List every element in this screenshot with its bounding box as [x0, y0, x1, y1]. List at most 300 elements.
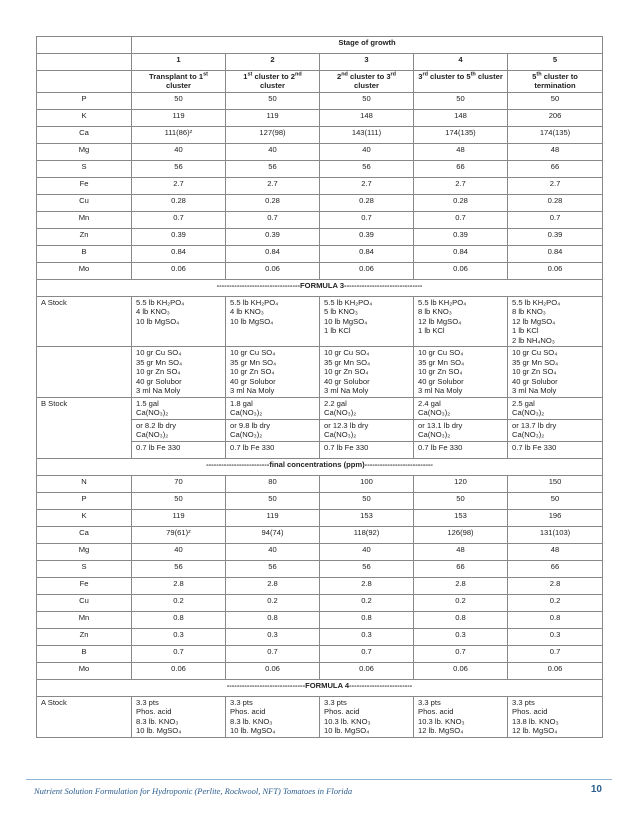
b-stock-gal — [414, 397, 508, 419]
a-stock-salts — [508, 696, 603, 737]
concentration-value: 50 — [226, 492, 320, 509]
concentration-value: 0.06 — [508, 662, 603, 679]
element-label: K — [37, 509, 132, 526]
cell-line: 35 gr Mn SO₄ — [136, 357, 183, 367]
stage-name-part: cluster — [166, 81, 191, 91]
footer-title: Nutrient Solution Formulation for Hydroponic (Perlite, Rockwool, NFT) Tomatoes in Florida — [34, 786, 353, 796]
stage-number: 4 — [414, 54, 508, 71]
element-label: Mg — [37, 143, 132, 160]
concentration-value: 0.06 — [414, 662, 508, 679]
concentration-value: 119 — [226, 109, 320, 126]
concentration-value: 0.84 — [320, 245, 414, 262]
ordinal-suffix: st — [247, 71, 253, 78]
concentration-value: 0.06 — [508, 262, 603, 279]
element-label: B — [37, 645, 132, 662]
stage-name-part: cluster — [475, 72, 503, 81]
b-stock-label: B Stock — [37, 397, 132, 458]
concentration-value: 70 — [132, 475, 226, 492]
cell-line: 3 ml Na Moly — [324, 386, 369, 396]
b-stock-dry — [226, 419, 320, 441]
concentration-value: 0.8 — [226, 611, 320, 628]
element-label: Cu — [37, 194, 132, 211]
concentration-value: 56 — [226, 160, 320, 177]
gal-amount: 1.8 gal — [230, 398, 253, 408]
concentration-value: 0.84 — [414, 245, 508, 262]
concentration-value: 0.28 — [226, 194, 320, 211]
element-label: Mg — [37, 543, 132, 560]
concentration-value: 148 — [414, 109, 508, 126]
cell-line: 8.3 lb. KNO₃ — [230, 716, 273, 726]
stage-number: 2 — [226, 54, 320, 71]
concentration-value: 40 — [132, 543, 226, 560]
cell-line: 40 gr Solubor — [512, 376, 558, 386]
concentration-value: 0.06 — [132, 662, 226, 679]
cell-line: 3 ml Na Moly — [418, 386, 463, 396]
ordinal-suffix: nd — [341, 71, 348, 78]
concentration-value: 0.8 — [132, 611, 226, 628]
cell-line: 3 ml Na Moly — [136, 386, 181, 396]
concentration-value: 0.7 — [508, 645, 603, 662]
concentration-value: 0.06 — [320, 662, 414, 679]
concentration-value: 100 — [320, 475, 414, 492]
calcium-nitrate: Ca(NO₃)₂ — [418, 408, 451, 418]
cell-line: 10 gr Cu SO₄ — [512, 348, 558, 358]
cell-line: 4 lb KNO₃ — [230, 307, 264, 317]
dry-amount: or 8.2 lb dry — [136, 420, 177, 430]
concentration-value: 0.2 — [132, 594, 226, 611]
concentration-value: 0.7 — [132, 645, 226, 662]
stage-number-row — [37, 54, 603, 71]
element-label: S — [37, 560, 132, 577]
concentration-value: 119 — [132, 509, 226, 526]
b-stock-gal-row — [37, 397, 603, 419]
element-label: Mn — [37, 611, 132, 628]
a-stock-row — [37, 296, 603, 346]
concentration-value: 0.8 — [320, 611, 414, 628]
stage-element-row — [37, 109, 603, 126]
final-element-row — [37, 543, 603, 560]
cell-line: 1 lb KCl — [324, 326, 351, 336]
a-stock-label: A Stock — [37, 296, 132, 346]
element-label: N — [37, 475, 132, 492]
cell-line: Phos. acid — [136, 707, 172, 717]
stage-name-part: 2 — [336, 72, 342, 81]
concentration-value: 0.3 — [508, 628, 603, 645]
cell-line: 12 lb. MgSO₄ — [512, 726, 558, 736]
stage-name — [132, 71, 226, 93]
micronutrient-list — [508, 347, 603, 397]
stage-name-part: cluster to termination — [534, 72, 578, 91]
concentration-value: 48 — [508, 143, 603, 160]
cell-line: 4 lb KNO₃ — [136, 307, 170, 317]
cell-line: 5.5 lb KH₂PO₄ — [418, 297, 467, 307]
concentration-value: 2.7 — [320, 177, 414, 194]
concentration-value: 150 — [508, 475, 603, 492]
cell-line: 10 gr Zn SO₄ — [230, 367, 275, 377]
concentration-value: 2.8 — [508, 577, 603, 594]
concentration-value: 40 — [320, 543, 414, 560]
concentration-value: 148 — [320, 109, 414, 126]
concentration-value: 131(103) — [508, 526, 603, 543]
concentration-value: 2.8 — [320, 577, 414, 594]
final-element-row — [37, 662, 603, 679]
element-label: P — [37, 92, 132, 109]
stage-of-growth-heading: Stage of growth — [132, 37, 603, 54]
b-stock-gal — [508, 397, 603, 419]
concentration-value: 2.8 — [414, 577, 508, 594]
formula-4-banner-row — [37, 679, 603, 696]
concentration-value: 50 — [226, 92, 320, 109]
a-stock-label: A Stock — [37, 696, 132, 737]
stage-element-row — [37, 245, 603, 262]
cell-line: Phos. acid — [512, 707, 548, 717]
concentration-value: 50 — [414, 492, 508, 509]
final-element-row — [37, 594, 603, 611]
cell-line: 10 lb MgSO₄ — [324, 316, 368, 326]
cell-line: 35 gr Mn SO₄ — [324, 357, 371, 367]
dry-amount: or 9.8 lb dry — [230, 420, 271, 430]
concentration-value: 94(74) — [226, 526, 320, 543]
concentration-value: 0.2 — [226, 594, 320, 611]
cell-line: 10 gr Cu SO₄ — [324, 348, 370, 358]
calcium-nitrate: Ca(NO₃)₂ — [136, 408, 169, 418]
micronutrient-list — [132, 347, 226, 397]
concentration-value: 0.7 — [226, 645, 320, 662]
cell-line: 5.5 lb KH₂PO₄ — [512, 297, 561, 307]
stage-name-part: cluster to 2 — [252, 72, 295, 81]
cell-line: 35 gr Mn SO₄ — [418, 357, 465, 367]
concentration-value: 0.8 — [414, 611, 508, 628]
stage-name-part: cluster to 5 — [427, 72, 471, 81]
element-label: Zn — [37, 628, 132, 645]
concentration-value: 66 — [414, 560, 508, 577]
concentration-value: 0.39 — [132, 228, 226, 245]
footer-rule — [26, 779, 612, 780]
cell-line: 1 lb KCl — [418, 326, 445, 336]
concentration-value: 0.7 — [508, 211, 603, 228]
concentration-value: 48 — [508, 543, 603, 560]
concentration-value: 153 — [320, 509, 414, 526]
a-stock-salts — [414, 296, 508, 346]
concentration-value: 2.7 — [508, 177, 603, 194]
concentration-value: 66 — [508, 560, 603, 577]
a-stock-salts — [414, 696, 508, 737]
fe-amount: 0.7 lb Fe 330 — [226, 441, 320, 458]
element-label: S — [37, 160, 132, 177]
concentration-value: 0.7 — [320, 211, 414, 228]
concentration-value: 119 — [132, 109, 226, 126]
cell-line: 3.3 pts — [136, 697, 159, 707]
concentration-value: 174(135) — [508, 126, 603, 143]
cell-line: 10.3 lb. KNO₃ — [418, 716, 465, 726]
fe-amount: 0.7 lb Fe 330 — [414, 441, 508, 458]
concentration-value: 118(92) — [320, 526, 414, 543]
calcium-nitrate: Ca(NO₃)₂ — [512, 430, 545, 440]
concentration-value: 2.7 — [132, 177, 226, 194]
a-stock-salts — [226, 696, 320, 737]
concentration-value: 56 — [132, 560, 226, 577]
b-stock-dry — [132, 419, 226, 441]
concentration-value: 0.06 — [132, 262, 226, 279]
stage-name-part: 1 — [243, 72, 248, 81]
cell-line: 3.3 pts — [230, 697, 253, 707]
a-stock-salts — [508, 296, 603, 346]
fe-amount: 0.7 lb Fe 330 — [508, 441, 603, 458]
concentration-value: 120 — [414, 475, 508, 492]
concentration-value: 0.06 — [320, 262, 414, 279]
b-stock-gal — [132, 397, 226, 419]
cell-line: 40 gr Solubor — [418, 376, 464, 386]
stage-element-row — [37, 143, 603, 160]
final-element-row — [37, 628, 603, 645]
concentration-value: 40 — [320, 143, 414, 160]
calcium-nitrate: Ca(NO₃)₂ — [230, 430, 263, 440]
concentration-value: 50 — [320, 92, 414, 109]
stage-name-part: Transplant to 1 — [149, 72, 204, 81]
a-stock-salts — [320, 696, 414, 737]
concentration-value: 48 — [414, 543, 508, 560]
stage-name — [320, 71, 414, 93]
concentration-value: 153 — [414, 509, 508, 526]
concentration-value: 0.3 — [414, 628, 508, 645]
corner-cell — [37, 37, 132, 54]
cell-line: 10 gr Zn SO₄ — [512, 367, 557, 377]
element-label: K — [37, 109, 132, 126]
b-stock-gal — [226, 397, 320, 419]
gal-amount: 2.2 gal — [324, 398, 347, 408]
final-element-row — [37, 560, 603, 577]
table-body — [37, 37, 603, 738]
cell-line: 8 lb KNO₃ — [512, 307, 546, 317]
concentration-value: 0.7 — [414, 645, 508, 662]
a-stock-salts — [132, 696, 226, 737]
concentration-value: 0.28 — [414, 194, 508, 211]
concentration-value: 0.2 — [414, 594, 508, 611]
micronutrient-row — [37, 347, 603, 397]
concentration-value: 80 — [226, 475, 320, 492]
concentration-value: 56 — [320, 160, 414, 177]
concentration-value: 0.3 — [320, 628, 414, 645]
final-concentrations-banner-row — [37, 458, 603, 475]
element-label: Ca — [37, 126, 132, 143]
cell-line: 10 gr Zn SO₄ — [324, 367, 369, 377]
cell-line: 8.3 lb. KNO₃ — [136, 716, 179, 726]
a-stock-salts — [132, 296, 226, 346]
element-label: Mo — [37, 262, 132, 279]
concentration-value: 79(61)ᶻ — [132, 526, 226, 543]
cell-line: 3 ml Na Moly — [512, 386, 557, 396]
stage-name-part: cluster — [260, 81, 285, 91]
concentration-value: 40 — [132, 143, 226, 160]
stage-element-row — [37, 211, 603, 228]
cell-line: 3.3 pts — [418, 697, 441, 707]
element-label: Mn — [37, 211, 132, 228]
concentration-value: 0.84 — [132, 245, 226, 262]
cell-line: 10 gr Zn SO₄ — [136, 367, 181, 377]
concentration-value: 0.28 — [508, 194, 603, 211]
element-label: B — [37, 245, 132, 262]
stage-number: 1 — [132, 54, 226, 71]
element-label: Cu — [37, 594, 132, 611]
calcium-nitrate: Ca(NO₃)₂ — [418, 430, 451, 440]
gal-amount: 2.5 gal — [512, 398, 535, 408]
cell-line: 5.5 lb KH₂PO₄ — [324, 297, 373, 307]
dry-amount: or 13.1 lb dry — [418, 420, 463, 430]
cell-line: 10 gr Zn SO₄ — [418, 367, 463, 377]
element-label: Ca — [37, 526, 132, 543]
a-stock-salts — [320, 296, 414, 346]
final-element-row — [37, 526, 603, 543]
cell-line: 40 gr Solubor — [230, 376, 276, 386]
gal-amount: 2.4 gal — [418, 398, 441, 408]
calcium-nitrate: Ca(NO₃)₂ — [230, 408, 263, 418]
ordinal-suffix: th — [536, 71, 542, 78]
concentration-value: 0.28 — [132, 194, 226, 211]
cell-line: Phos. acid — [324, 707, 360, 717]
cell-line: 10 gr Cu SO₄ — [230, 348, 276, 358]
concentration-value: 56 — [132, 160, 226, 177]
concentration-value: 50 — [132, 92, 226, 109]
concentration-value: 143(111) — [320, 126, 414, 143]
stage-element-row — [37, 262, 603, 279]
cell-line: 3.3 pts — [512, 697, 535, 707]
concentration-value: 2.8 — [226, 577, 320, 594]
final-element-row — [37, 645, 603, 662]
empty-label-cell — [37, 347, 132, 397]
cell-line: 40 gr Solubor — [324, 376, 370, 386]
cell-line: 3.3 pts — [324, 697, 347, 707]
stage-number: 3 — [320, 54, 414, 71]
dry-amount: or 12.3 lb dry — [324, 420, 369, 430]
dry-amount: or 13.7 lb dry — [512, 420, 557, 430]
calcium-nitrate: Ca(NO₃)₂ — [512, 408, 545, 418]
concentration-value: 0.39 — [508, 228, 603, 245]
final-element-row — [37, 492, 603, 509]
formula-3-banner-row — [37, 279, 603, 296]
concentration-value: 0.7 — [226, 211, 320, 228]
concentration-value: 0.06 — [226, 262, 320, 279]
cell-line: 2 lb NH₄NO₃ — [512, 335, 555, 345]
stage-number: 5 — [508, 54, 603, 71]
concentration-value: 0.84 — [226, 245, 320, 262]
concentration-value: 0.84 — [508, 245, 603, 262]
concentration-value: 0.39 — [320, 228, 414, 245]
final-element-row — [37, 475, 603, 492]
final-concentrations-banner: -------------------------final concentrations (ppm)--------------------------- — [37, 458, 603, 475]
concentration-value: 0.7 — [320, 645, 414, 662]
cell-line: 35 gr Mn SO₄ — [512, 357, 559, 367]
cell-line: 10.3 lb. KNO₃ — [324, 716, 371, 726]
concentration-value: 127(98) — [226, 126, 320, 143]
fe-amount: 0.7 lb Fe 330 — [132, 441, 226, 458]
concentration-value: 40 — [226, 143, 320, 160]
cell-line: 12 lb MgSO₄ — [418, 316, 462, 326]
micronutrient-list — [414, 347, 508, 397]
cell-line: 35 gr Mn SO₄ — [230, 357, 277, 367]
empty-label-cell — [37, 54, 132, 71]
cell-line: 3 ml Na Moly — [230, 386, 275, 396]
cell-line: 5 lb KNO₃ — [324, 307, 358, 317]
stage-name — [414, 71, 508, 93]
cell-line: 10 gr Cu SO₄ — [136, 348, 182, 358]
stage-element-row — [37, 194, 603, 211]
concentration-value: 0.2 — [508, 594, 603, 611]
concentration-value: 50 — [132, 492, 226, 509]
empty-label-cell — [37, 71, 132, 93]
stage-element-row — [37, 228, 603, 245]
concentration-value: 2.7 — [226, 177, 320, 194]
concentration-value: 111(86)ᶻ — [132, 126, 226, 143]
b-stock-gal — [320, 397, 414, 419]
concentration-value: 0.3 — [132, 628, 226, 645]
cell-line: 1 lb KCl — [512, 326, 539, 336]
nutrient-table — [36, 36, 603, 738]
ordinal-suffix: st — [203, 71, 208, 78]
concentration-value: 50 — [320, 492, 414, 509]
ordinal-suffix: nd — [295, 71, 302, 78]
stage-name-part: cluster — [354, 81, 379, 91]
cell-line: Phos. acid — [418, 707, 454, 717]
stage-element-row — [37, 160, 603, 177]
stage-name-row — [37, 71, 603, 93]
cell-line: 8 lb KNO₃ — [418, 307, 452, 317]
concentration-value: 2.8 — [132, 577, 226, 594]
cell-line: 10 gr Cu SO₄ — [418, 348, 464, 358]
element-label: Fe — [37, 577, 132, 594]
concentration-value: 119 — [226, 509, 320, 526]
micronutrient-list — [320, 347, 414, 397]
cell-line: 10 lb. MgSO₄ — [136, 726, 182, 736]
micronutrient-list — [226, 347, 320, 397]
concentration-value: 174(135) — [414, 126, 508, 143]
final-element-row — [37, 611, 603, 628]
concentration-value: 0.7 — [414, 211, 508, 228]
concentration-value: 0.39 — [414, 228, 508, 245]
concentration-value: 56 — [226, 560, 320, 577]
element-label: Mo — [37, 662, 132, 679]
element-label: P — [37, 492, 132, 509]
concentration-value: 0.7 — [132, 211, 226, 228]
concentration-value: 126(98) — [414, 526, 508, 543]
page-number: 10 — [590, 784, 602, 795]
concentration-value: 48 — [414, 143, 508, 160]
stage-element-row — [37, 126, 603, 143]
final-element-row — [37, 509, 603, 526]
calcium-nitrate: Ca(NO₃)₂ — [324, 430, 357, 440]
formula-4-banner: -------------------------------FORMULA 4------------------------- — [37, 679, 603, 696]
concentration-value: 50 — [508, 92, 603, 109]
stage-name-part: 5 — [532, 72, 537, 81]
cell-line: 10 lb. MgSO₄ — [230, 726, 276, 736]
concentration-value: 196 — [508, 509, 603, 526]
concentration-value: 0.06 — [226, 662, 320, 679]
element-label: Zn — [37, 228, 132, 245]
concentration-value: 0.3 — [226, 628, 320, 645]
stage-name — [226, 71, 320, 93]
stage-element-row — [37, 92, 603, 109]
cell-line: 5.5 lb KH₂PO₄ — [136, 297, 185, 307]
cell-line: 10 lb MgSO₄ — [230, 316, 274, 326]
stage-name — [508, 71, 603, 93]
cell-line: 10 lb MgSO₄ — [136, 316, 180, 326]
concentration-value: 0.28 — [320, 194, 414, 211]
cell-line: 13.8 lb. KNO₃ — [512, 716, 559, 726]
gal-amount: 1.5 gal — [136, 398, 159, 408]
ordinal-suffix: th — [470, 71, 476, 78]
stage-element-row — [37, 177, 603, 194]
concentration-value: 66 — [508, 160, 603, 177]
cell-line: Phos. acid — [230, 707, 266, 717]
